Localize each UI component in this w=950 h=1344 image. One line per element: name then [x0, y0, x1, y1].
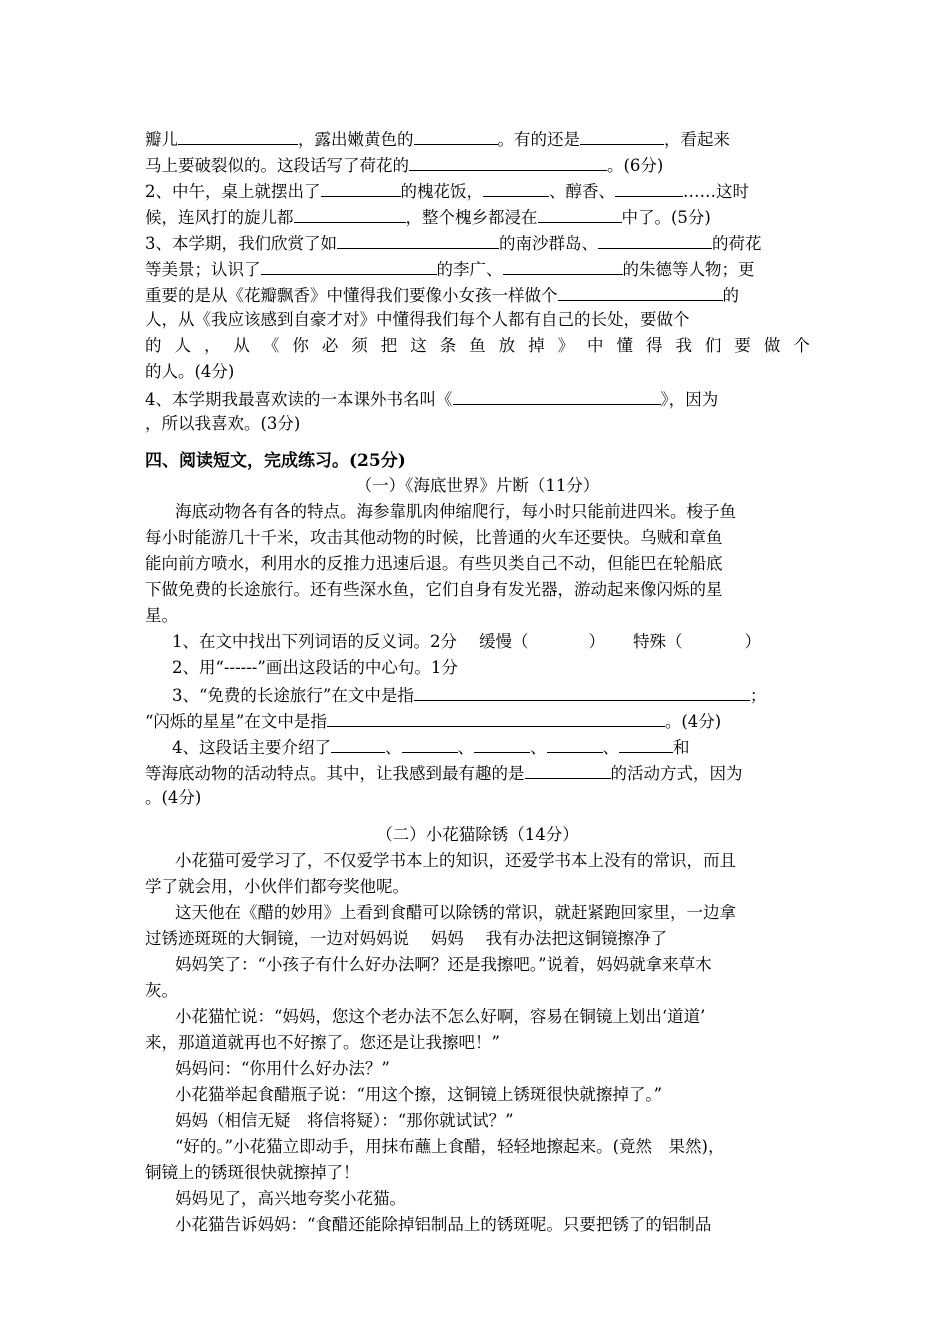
- q3-line1: [145, 229, 810, 257]
- char: 须: [351, 336, 368, 355]
- part2-para-line: 灰。: [145, 981, 178, 1000]
- text: 的槐花饭，: [400, 182, 483, 201]
- text: 瓣儿: [145, 130, 178, 149]
- blank[interactable]: [615, 177, 683, 197]
- text: 、: [457, 738, 474, 757]
- char: 》: [557, 336, 575, 355]
- char: 的: [145, 336, 162, 355]
- blank[interactable]: [619, 733, 673, 753]
- text: 中了。(5分): [621, 208, 711, 227]
- part2-para-line: 小花猫可爱学习了，不仅爱学书本上的知识，还爱学书本上没有的常识，而且: [175, 851, 736, 870]
- part2-para-line: 小花猫忙说：“妈妈，您这个老办法不怎么好啊，容易在铜镜上划出‘道道’: [175, 1007, 706, 1026]
- part1-q2: 2、用“------”画出这段话的中心句。1分: [172, 658, 458, 677]
- char: 你: [292, 336, 309, 355]
- char: 做: [763, 336, 781, 355]
- text: 。(6分): [607, 156, 664, 175]
- part2-para-line: 来，那道道就再也不好擦了。您还是让我擦吧！”: [145, 1033, 500, 1052]
- q3-line2: [145, 255, 810, 283]
- part2-para-line: 过锈迹斑斑的大铜镜，一边对妈妈说 妈妈 我有办法把这铜镜擦净了: [145, 929, 667, 948]
- part1-q4-line1: [172, 733, 810, 761]
- text: 的南沙群岛、: [499, 234, 598, 253]
- text: 3、本学期，我们欣赏了如: [145, 234, 337, 253]
- text: “闪烁的星星”在文中是指: [145, 712, 327, 731]
- char: ，: [203, 336, 221, 355]
- text: 、醇香、: [549, 182, 615, 201]
- q2-line1: [145, 177, 810, 205]
- text: ；: [749, 686, 767, 705]
- blank[interactable]: [538, 203, 622, 223]
- blank[interactable]: [525, 759, 611, 779]
- part2-para-line: 这天他在《醋的妙用》上看到食醋可以除锈的常识，就赶紧跑回家里，一边拿: [175, 903, 736, 922]
- q3-line3: [145, 281, 810, 309]
- char: 人: [174, 336, 191, 355]
- text: ，露出嫩黄色的: [298, 130, 414, 149]
- char: 放: [498, 336, 516, 355]
- part1-para-line: 下做免费的长途旅行。还有些深水鱼，它们自身有发光器，游动起来像闪烁的星: [145, 580, 723, 599]
- blank[interactable]: [321, 177, 401, 197]
- char: 这: [410, 336, 427, 355]
- q1-line1: [145, 125, 810, 153]
- text: ）: [588, 632, 605, 651]
- text: 的人。(4分): [145, 362, 235, 381]
- text: 等美景；认识了: [145, 260, 261, 279]
- blank[interactable]: [580, 125, 664, 145]
- blank[interactable]: [503, 255, 623, 275]
- part2-para-line: 铜镜上的锈斑很快就擦掉了！: [145, 1163, 360, 1182]
- char: 把: [380, 336, 398, 355]
- part1-para-line: 能向前方喷水，利用水的反推力迅速后退。有些贝类自己不动，但能巴在轮船底: [145, 554, 723, 573]
- text: ）: [744, 632, 761, 651]
- q3-line6: [145, 359, 810, 385]
- part1-q4-line2: [145, 759, 810, 787]
- char: 鱼: [469, 336, 486, 355]
- section4-heading: 四、阅读短文，完成练习。(25分): [145, 451, 406, 471]
- char: 条: [439, 336, 457, 355]
- char: 得: [645, 336, 663, 355]
- q4-line2: [145, 411, 810, 437]
- blank[interactable]: [558, 281, 723, 301]
- q4-line1: [145, 385, 810, 413]
- part1-q4-line3: 。(4分): [145, 788, 202, 807]
- q1-line2: [145, 151, 810, 179]
- blank[interactable]: [294, 203, 406, 223]
- text: 的朱德等人物；更: [622, 260, 755, 279]
- blank[interactable]: [474, 733, 530, 753]
- blank[interactable]: [402, 733, 458, 753]
- text: 、: [385, 738, 402, 757]
- char: 《: [262, 336, 280, 355]
- char: 中: [587, 336, 604, 355]
- text: 候，连风打的旋儿都: [145, 208, 294, 227]
- text: 人，从《我应该感到自豪才对》中懂得我们每个人都有自己的长处，要做个: [145, 310, 690, 329]
- text: 4、这段话主要介绍了: [172, 738, 331, 757]
- text: 缓慢（: [479, 632, 529, 651]
- q3-line5: [145, 333, 810, 359]
- part1-para-line: 海底动物各有各的特点。海参靠肌肉伸缩爬行，每小时只能前进四米。梭子鱼: [175, 502, 736, 521]
- text: 的荷花: [712, 234, 762, 253]
- char: 们: [704, 336, 722, 355]
- text: 、: [530, 738, 547, 757]
- text: 等海底动物的活动特点。其中，让我感到最有趣的是: [145, 764, 525, 783]
- part2-para-line: 小花猫举起食醋瓶子说：“用这个擦，这铜镜上锈斑很快就擦掉了。”: [175, 1085, 663, 1104]
- text: 马上要破裂似的。这段话写了荷花的: [145, 156, 409, 175]
- part2-para-line: 妈妈（相信无疑 将信将疑）：“那你就试试？”: [175, 1111, 514, 1130]
- blank[interactable]: [547, 733, 603, 753]
- text: 的活动方式，因为: [610, 764, 743, 783]
- part1-q3-line1: [172, 681, 810, 709]
- part2-title: （二）小花猫除锈（14分）: [376, 825, 579, 844]
- text: 》，因为: [660, 390, 719, 409]
- blank[interactable]: [337, 229, 499, 249]
- text: 3、“免费的长途旅行”在文中是指: [172, 686, 414, 705]
- text: 4、本学期我最喜欢读的一本课外书名叫《: [145, 390, 453, 409]
- blank[interactable]: [331, 733, 385, 753]
- char: 掉: [528, 336, 545, 355]
- blank[interactable]: [178, 125, 298, 145]
- text: 、: [602, 738, 619, 757]
- text: 的李广、: [436, 260, 503, 279]
- text: 特殊（: [633, 632, 683, 651]
- part1-para-line: 星。: [145, 606, 178, 625]
- blank[interactable]: [327, 707, 665, 727]
- char: 从: [233, 336, 250, 355]
- blank[interactable]: [409, 151, 607, 171]
- char: 懂: [616, 336, 633, 355]
- part2-para-line: 小花猫告诉妈妈：“食醋还能除掉铝制品上的锈斑呢。只要把锈了的铝制品: [175, 1215, 712, 1234]
- text: ……这时: [683, 182, 749, 201]
- text: 1、在文中找出下列词语的反义词。2分: [172, 632, 457, 651]
- blank[interactable]: [261, 255, 437, 275]
- blank[interactable]: [483, 177, 549, 197]
- part2-para-line: 妈妈笑了：“小孩子有什么好办法啊？还是我擦吧。”说着，妈妈就拿来草木: [175, 955, 712, 974]
- text: 重要的是从《花瓣飘香》中懂得我们要像小女孩一样做个: [145, 286, 558, 305]
- char: 必: [321, 336, 339, 355]
- text: 和: [673, 738, 690, 757]
- text: 的: [722, 286, 739, 305]
- part2-para-line: 妈妈见了，高兴地夸奖小花猫。: [175, 1189, 406, 1208]
- text: 。有的还是: [497, 130, 580, 149]
- text: ，看起来: [664, 130, 730, 149]
- part1-para-line: 每小时能游几十千米，攻击其他动物的时候，比普通的火车还要快。乌贼和章鱼: [145, 528, 723, 547]
- q3-line4: [145, 307, 810, 333]
- blank[interactable]: [414, 681, 750, 701]
- part1-q3-line2: [145, 707, 810, 735]
- blank[interactable]: [414, 125, 498, 145]
- part2-para-line: 妈妈问：“你用什么好办法？”: [175, 1059, 390, 1078]
- text: 。(4分): [664, 712, 722, 731]
- part1-title: （一）《海底世界》片断（11分）: [355, 476, 600, 495]
- char: 我: [675, 336, 692, 355]
- q2-line2: [145, 203, 810, 231]
- part2-para-line: 学了就会用，小伙伴们都夸奖他呢。: [145, 877, 409, 896]
- part1-q1: [172, 629, 810, 655]
- text: 2、中午，桌上就摆出了: [145, 182, 321, 201]
- part2-para-line: “好的。”小花猫立即动手，用抹布蘸上食醋，轻轻地擦起来。(竟然 果然)，: [175, 1137, 725, 1156]
- text: ，整个槐乡都浸在: [405, 208, 538, 227]
- char: 要: [734, 336, 751, 355]
- blank[interactable]: [453, 385, 661, 405]
- blank[interactable]: [598, 229, 712, 249]
- text: ，所以我喜欢。(3分): [145, 414, 301, 433]
- char: 个: [793, 336, 810, 355]
